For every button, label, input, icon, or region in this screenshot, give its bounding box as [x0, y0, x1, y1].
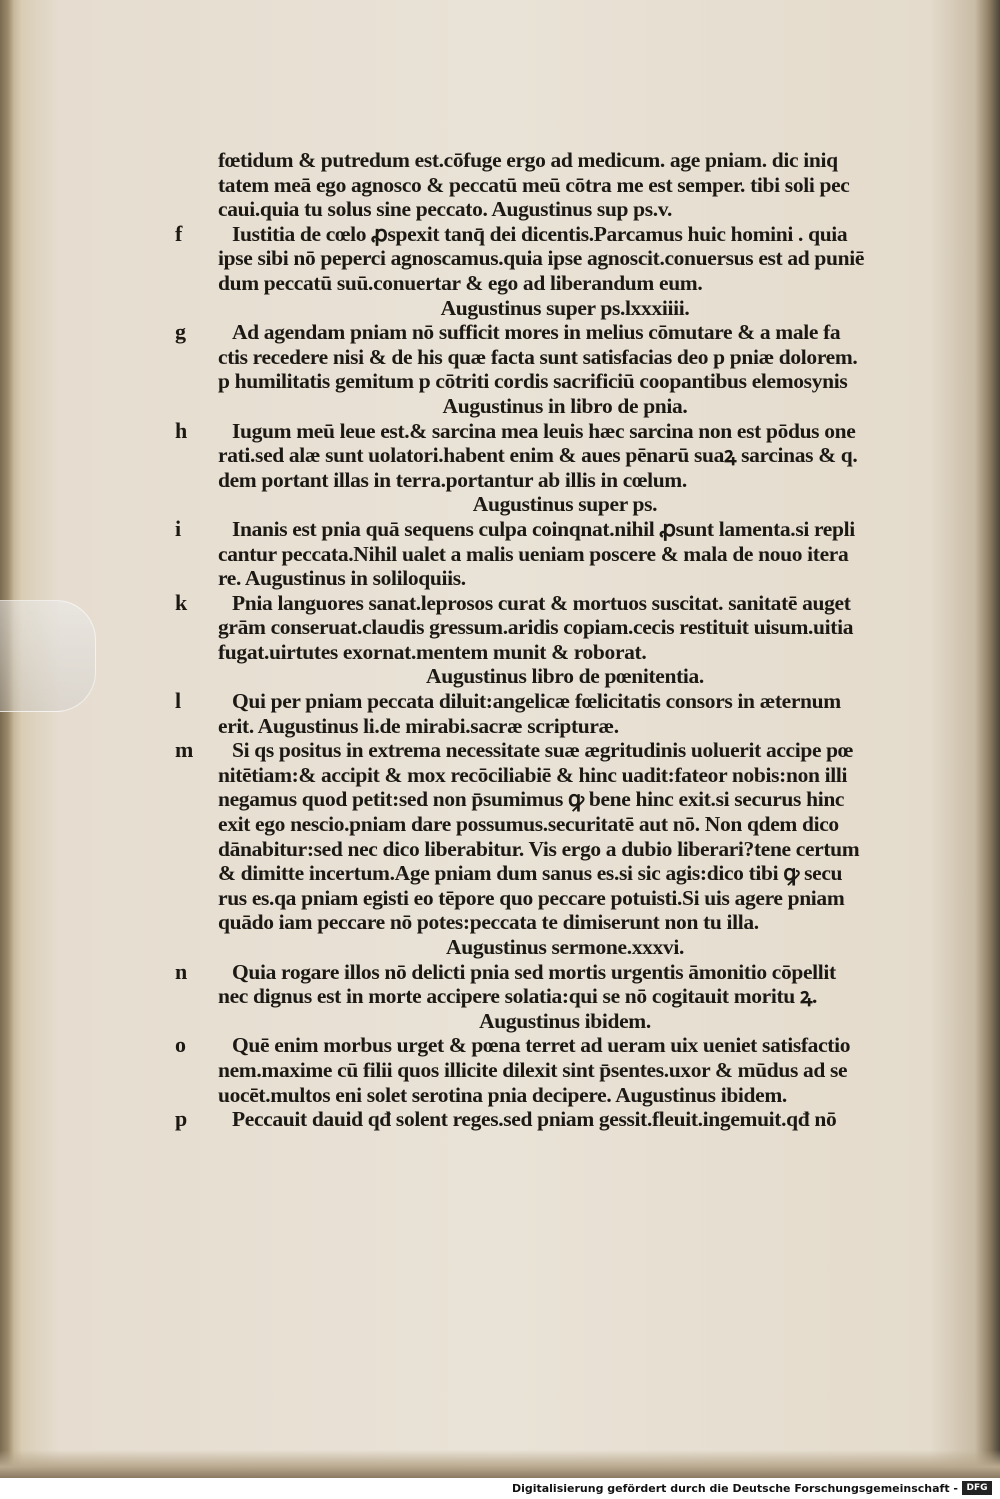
text-line — [160, 591, 970, 616]
text-line — [160, 664, 970, 689]
text-line — [160, 861, 970, 886]
text-line — [160, 517, 970, 542]
text-line — [160, 566, 970, 591]
line-text: rus es.qa pniam egisti eo tēpore quo peccare potuisti.Si uis agere pniam — [218, 885, 845, 910]
footer-text: Digitalisierung gefördert durch die Deutsche Forschungsgemeinschaft - — [511, 1482, 958, 1495]
line-text: caui.quia tu solus sine peccato. Augustinus sup ps.v. — [218, 197, 673, 222]
text-line — [160, 394, 970, 419]
text-line — [160, 542, 970, 567]
line-text: Quia rogare illos nō delicti pnia sed mortis urgentis āmonitio cōpellit — [232, 959, 836, 984]
line-text: Iugum meū leue est.& sarcina mea leuis hæc sarcina non est pōdus one — [232, 418, 856, 443]
margin-letter: l — [175, 688, 181, 714]
line-text: Ad agendam pniam nō sufficit mores in melius cōmutare & a male fa — [232, 320, 841, 345]
margin-letter: i — [175, 515, 181, 541]
line-text: dānabitur:sed nec dico liberabitur. Vis ergo a dubio liberari?tene certum — [218, 836, 860, 861]
text-line — [160, 443, 970, 468]
line-text: Iustitia de cœlo ꝓspexit tanq̄ dei dicentis.Parcamus huic homini . quia — [232, 221, 848, 246]
page-edge — [0, 1450, 1000, 1478]
line-text: p humilitatis gemitum p cōtriti cordis sacrificiū coopantibus elemosynis — [218, 369, 848, 394]
text-line — [160, 1083, 970, 1108]
text-line — [160, 246, 970, 271]
text-line — [160, 468, 970, 493]
line-text: Inanis est pnia quā sequens culpa coinqnat.nihil ꝓsunt lamenta.si repli — [232, 516, 855, 541]
line-text: dum peccatū suū.conuertar & ego ad liberandum eum. — [218, 270, 703, 295]
line-text: cantur peccata.Nihil ualet a malis ueniam poscere & mala de nouo itera — [218, 541, 849, 566]
text-line — [160, 1058, 970, 1083]
footer-bar — [0, 1478, 1000, 1499]
line-text: fugat.uirtutes exornat.mentem munit & roborat. — [218, 639, 647, 664]
text-line — [160, 960, 970, 985]
text-line — [160, 369, 970, 394]
text-line — [160, 738, 970, 763]
text-line — [160, 615, 970, 640]
text-line — [160, 837, 970, 862]
line-text: Augustinus ibidem. — [479, 1008, 651, 1033]
text-line — [160, 345, 970, 370]
line-text: tatem meā ego agnosco & peccatū meū cōtra me est semper. tibi soli pec — [218, 172, 850, 197]
text-line — [160, 148, 970, 173]
text-line — [160, 763, 970, 788]
line-text: uocēt.multos eni solet serotina pnia decipere. Augustinus ibidem. — [218, 1082, 787, 1107]
margin-letter: o — [175, 1032, 186, 1058]
text-line — [160, 886, 970, 911]
line-text: nec dignus est in morte accipere solatia:qui se nō cogitauit moritu ꝝ. — [218, 984, 818, 1009]
dfg-logo: DFG — [962, 1481, 992, 1495]
line-text: negamus quod petit:sed non p̄sumimus ꝙ bene hinc exit.si securus hinc — [218, 787, 845, 812]
bookmark-tab — [0, 600, 96, 712]
text-line — [160, 173, 970, 198]
text-line — [160, 714, 970, 739]
line-text: quādo iam peccare nō potes:peccata te dimiserunt non tu illa. — [218, 910, 759, 935]
margin-letter: n — [175, 958, 187, 984]
text-line — [160, 812, 970, 837]
line-text: Si qs positus in extrema necessitate suæ ægritudinis uoluerit accipe pœ — [232, 738, 853, 763]
line-text: exit ego nescio.pniam dare possumus.securitatē aut nō. Non qdem dico — [218, 812, 839, 837]
line-text: re. Augustinus in soliloquiis. — [218, 566, 466, 591]
text-line — [160, 787, 970, 812]
line-text: ctis recedere nisi & de his quæ facta sunt satisfacias deo p pniæ dolorem. — [218, 344, 858, 369]
line-text: Augustinus libro de pœnitentia. — [426, 664, 704, 689]
text-line — [160, 689, 970, 714]
line-text: Peccauit dauid qđ solent reges.sed pniam gessit.fleuit.ingemuit.qđ nō — [232, 1107, 837, 1132]
text-block — [160, 148, 970, 1132]
line-text: Quē enim morbus urget & pœna terret ad ueram uix ueniet satisfactio — [232, 1033, 851, 1058]
text-line — [160, 222, 970, 247]
line-text: Augustinus super ps.lxxxiiii. — [440, 295, 690, 320]
text-line — [160, 419, 970, 444]
text-line — [160, 984, 970, 1009]
margin-letter: p — [175, 1106, 187, 1132]
text-line — [160, 640, 970, 665]
line-text: rati.sed alæ sunt uolatori.habent enim & aues pēnarū suaꝝ sarcinas & q. — [218, 443, 858, 468]
line-text: fœtidum & putredum est.cōfuge ergo ad medicum. age pniam. dic iniq — [218, 148, 838, 172]
text-line — [160, 1107, 970, 1132]
line-text: Augustinus sermone.xxxvi. — [446, 935, 684, 959]
text-line — [160, 271, 970, 296]
text-line — [160, 910, 970, 935]
line-text: ipse sibi nō peperci agnoscamus.quia ipse agnoscit.conuersus est ad puniē — [218, 246, 865, 271]
line-text: erit. Augustinus li.de mirabi.sacræ scripturæ. — [218, 713, 619, 738]
line-text: Pnia languores sanat.leprosos curat & mortuos suscitat. sanitatē auget — [232, 590, 851, 615]
margin-letter: g — [175, 319, 186, 345]
line-text: Augustinus in libro de pnia. — [442, 393, 688, 418]
text-line — [160, 1033, 970, 1058]
text-line — [160, 296, 970, 321]
line-text: dem portant illas in terra.portantur ab illis in cœlum. — [218, 467, 687, 492]
margin-letter: f — [175, 220, 182, 246]
text-line — [160, 1009, 970, 1034]
text-line — [160, 935, 970, 960]
line-text: nem.maxime cū filii quos illicite dilexit sint p̄sentes.uxor & mūdus ad se — [218, 1057, 848, 1082]
line-text: nitētiam:& accipit & mox recōciliabiē & hinc uadit:fateor nobis:non illi — [218, 762, 848, 787]
text-line — [160, 492, 970, 517]
line-text: Augustinus super ps. — [472, 492, 658, 517]
margin-letter: h — [175, 417, 187, 443]
line-text: grām conseruat.claudis gressum.aridis copiam.cecis restituit uisum.uitia — [218, 615, 854, 640]
margin-letter: m — [175, 737, 193, 763]
line-text: Qui per pniam peccata diluit:angelicæ fœlicitatis consors in æternum — [232, 689, 841, 714]
text-line — [160, 197, 970, 222]
text-line — [160, 320, 970, 345]
line-text: & dimitte incertum.Age pniam dum sanus es.si sic agis:dico tibi ꝙ secu — [218, 861, 843, 886]
margin-letter: k — [175, 589, 187, 615]
